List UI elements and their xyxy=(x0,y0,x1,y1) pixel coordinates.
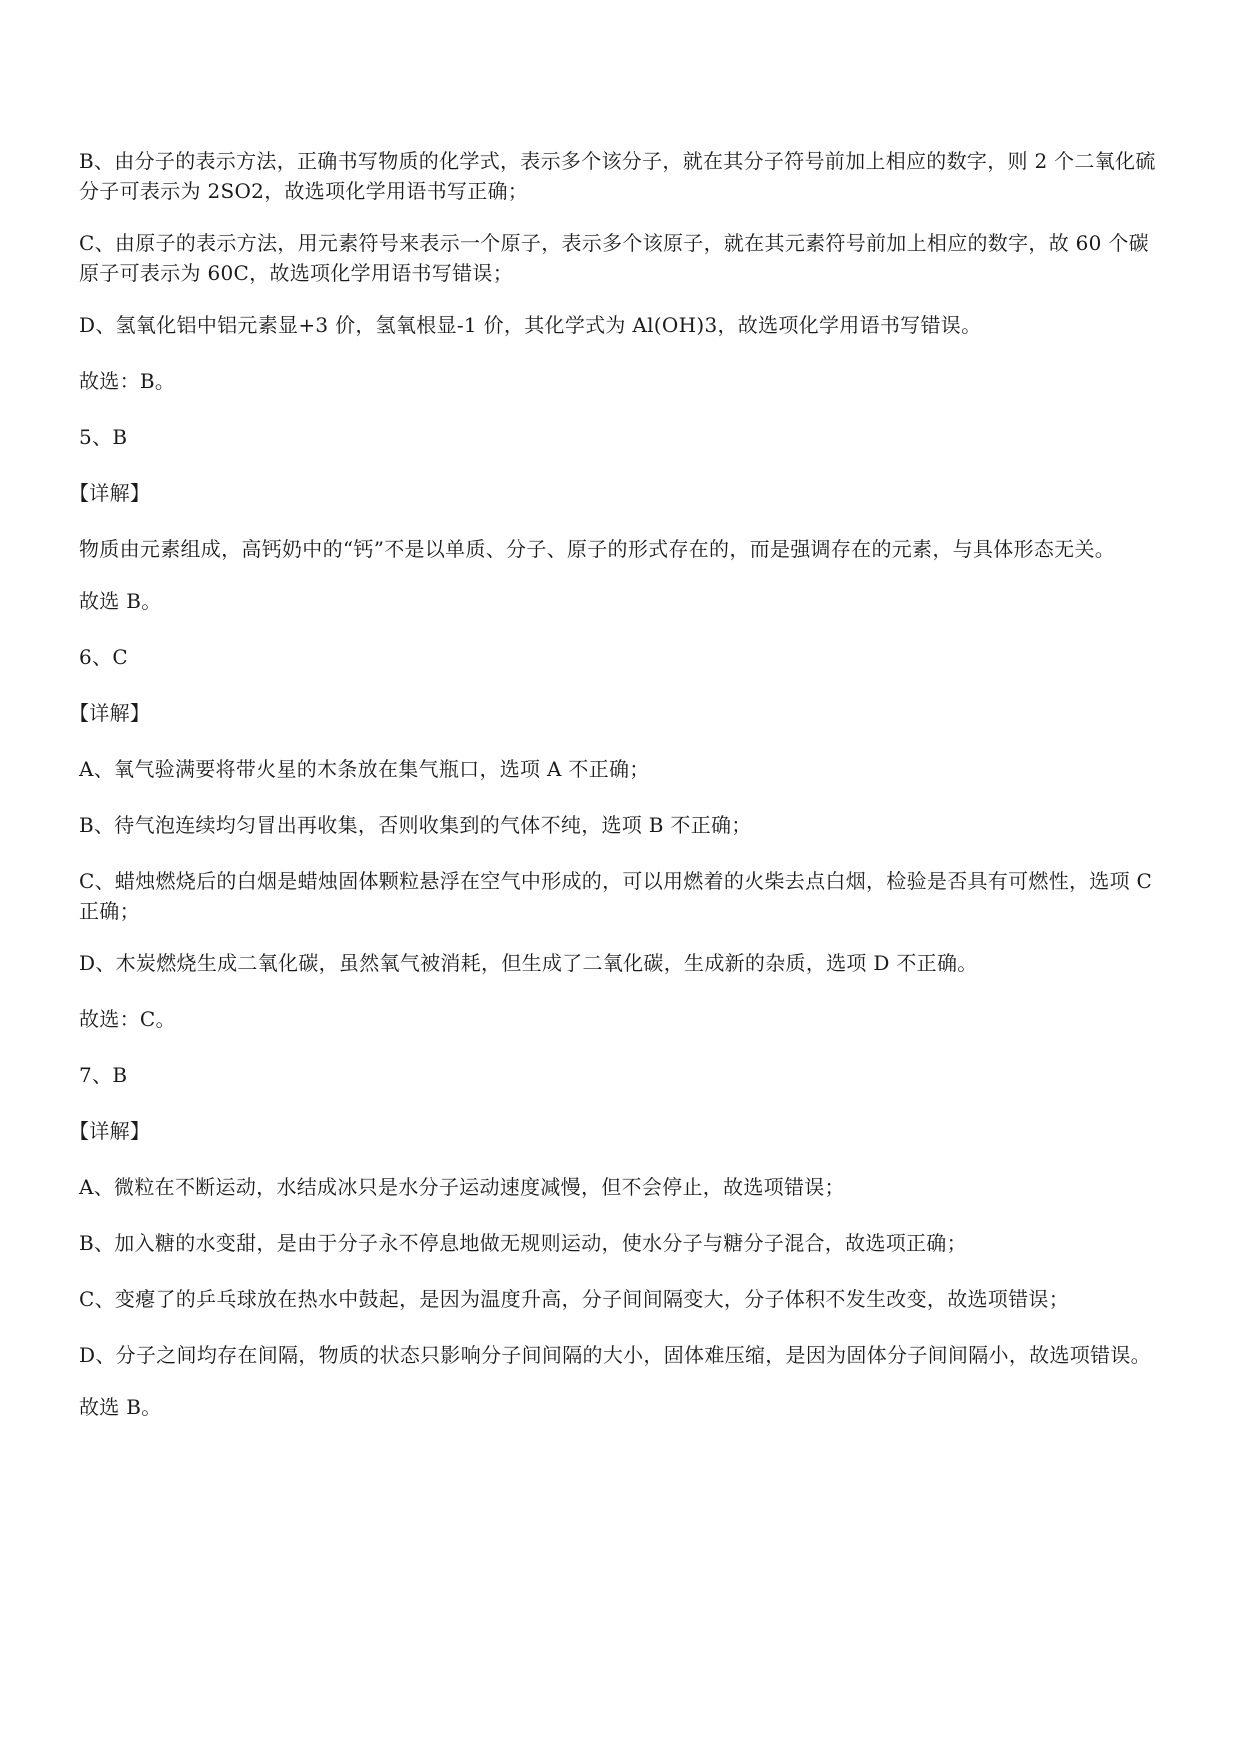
paragraph-option-c: C、蜡烛燃烧后的白烟是蜡烛固体颗粒悬浮在空气中形成的，可以用燃着的火柴去点白烟，检验是否具有可燃性，选项 C 正确； xyxy=(79,869,1153,923)
paragraph-option-c: C、由原子的表示方法，用元素符号来表示一个原子，表示多个该原子，就在其元素符号前加上相应的数字，故 60 个碳原子可表示为 60C，故选项化学用语书写错误； xyxy=(79,231,1149,285)
paragraph-option-d: D、氢氧化铝中铝元素显+3 价，氢氧根显-1 价，其化学式为 Al(OH)3，故选项化学用语书写错误。 xyxy=(79,313,982,337)
paragraph-option-b: B、由分子的表示方法，正确书写物质的化学式，表示多个该分子，就在其分子符号前加上相应的数字，则 2 个二氧化硫分子可表示为 2SO2，故选项化学用语书写正确； xyxy=(79,149,1156,203)
answer-line: 故选：B。 xyxy=(79,369,176,393)
paragraph-option-a: A、微粒在不断运动，水结成冰只是水分子运动速度减慢，但不会停止，故选项错误； xyxy=(79,1175,845,1199)
paragraph-option-c: C、变瘪了的乒乓球放在热水中鼓起，是因为温度升高，分子间间隔变大，分子体积不发生改变，故选项错误； xyxy=(79,1287,1070,1311)
paragraph-explanation: 物质由元素组成，高钙奶中的“钙”不是以单质、分子、原子的形式存在的，而是强调存在的元素，与具体形态无关。 xyxy=(79,537,1116,561)
document-body xyxy=(69,146,1164,1448)
section-heading: 【详解】 xyxy=(69,1119,151,1143)
question-number: 7、B xyxy=(79,1063,128,1087)
paragraph-option-d: D、分子之间均存在间隔，物质的状态只影响分子间间隔的大小，固体难压缩，是因为固体分子间间隔小，故选项错误。 xyxy=(79,1343,1151,1367)
section-heading: 【详解】 xyxy=(69,701,151,725)
section-heading: 【详解】 xyxy=(69,481,151,505)
paragraph-option-b: B、加入糖的水变甜，是由于分子永不停息地做无规则运动，使水分子与糖分子混合，故选项正确； xyxy=(79,1231,967,1255)
question-number: 5、B xyxy=(79,425,128,449)
answer-line: 故选 B。 xyxy=(79,589,162,613)
paragraph-option-d: D、木炭燃烧生成二氧化碳，虽然氧气被消耗，但生成了二氧化碳，生成新的杂质，选项 D 不正确。 xyxy=(79,951,978,975)
paragraph-option-a: A、氧气验满要将带火星的木条放在集气瓶口，选项 A 不正确； xyxy=(79,757,650,781)
answer-line: 故选 B。 xyxy=(79,1395,162,1419)
answer-line: 故选：C。 xyxy=(79,1007,176,1031)
question-number: 6、C xyxy=(79,645,128,669)
paragraph-option-b: B、待气泡连续均匀冒出再收集，否则收集到的气体不纯，选项 B 不正确； xyxy=(79,813,752,837)
